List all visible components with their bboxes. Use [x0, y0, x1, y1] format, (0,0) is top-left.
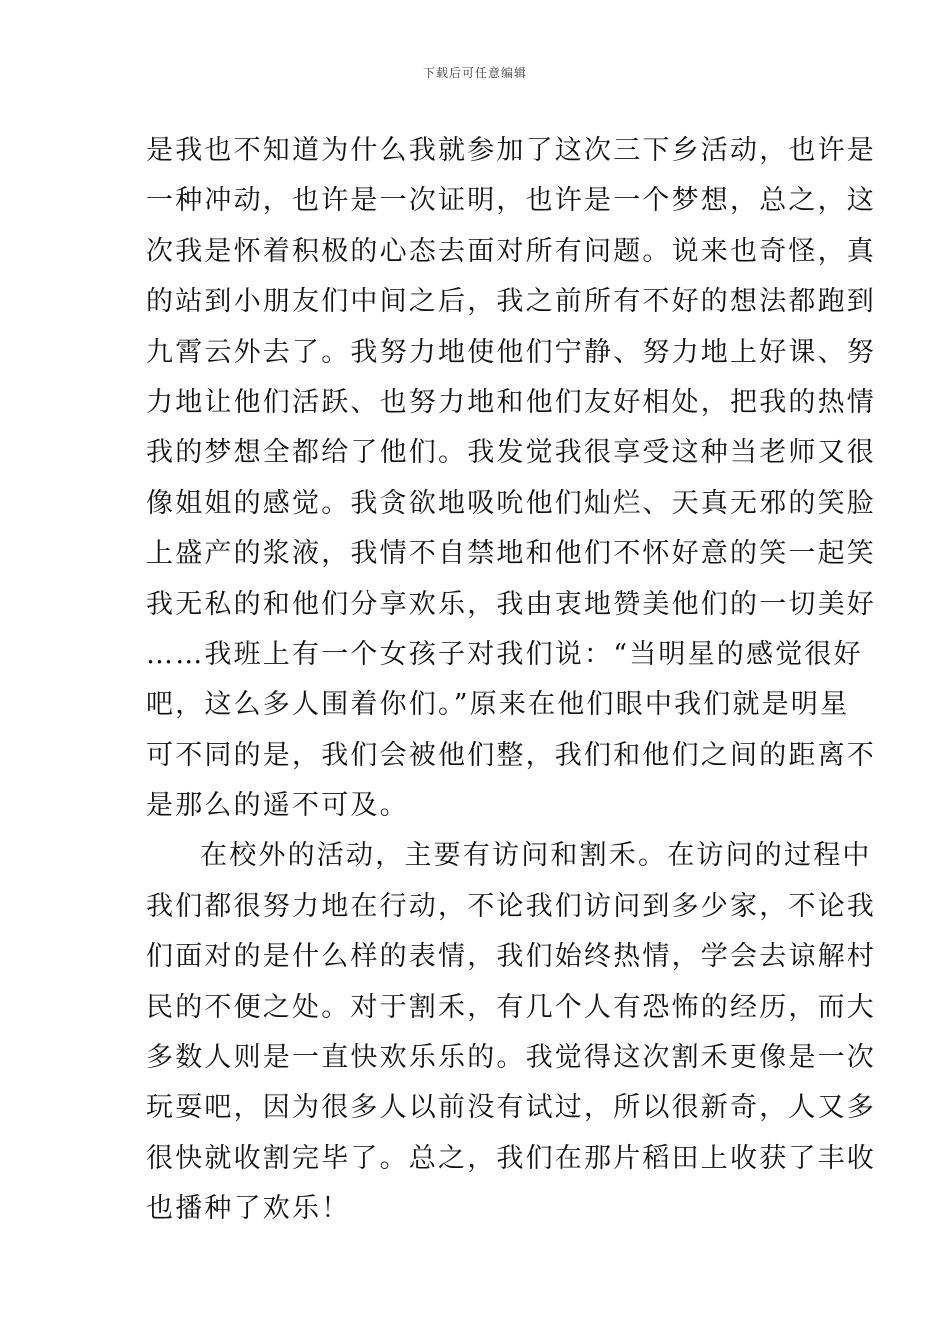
text-line: 力地让他们活跃、也努力地和他们友好相处，把我的热情: [146, 386, 876, 418]
text-line: 玩耍吧，因为很多人以前没有试过，所以很新奇，人又多: [146, 1092, 876, 1124]
text-line: 很快就收割完毕了。总之，我们在那片稻田上收获了丰收: [146, 1142, 876, 1174]
text-line: 我们都很努力地在行动，不论我们访问到多少家，不论我: [146, 890, 876, 922]
text-line: 我的梦想全都给了他们。我发觉我很享受这种当老师又很: [146, 437, 876, 469]
text-line: 多数人则是一直快欢乐乐的。我觉得这次割禾更像是一次: [146, 1042, 876, 1074]
text-line: 像姐姐的感觉。我贪欲地吸吮他们灿烂、天真无邪的笑脸: [146, 487, 876, 519]
text-line: 我无私的和他们分享欢乐，我由衷地赞美他们的一切美好: [146, 588, 876, 620]
text-line: 是我也不知道为什么我就参加了这次三下乡活动，也许是: [146, 135, 876, 166]
paragraph-1: [146, 126, 876, 831]
text-line: 的站到小朋友们中间之后，我之前所有不好的想法都跑到: [146, 286, 876, 318]
text-line: 在校外的活动，主要有访问和割禾。在访问的过程中: [200, 840, 872, 872]
document-body: [146, 126, 876, 1235]
text-line: 也播种了欢乐！: [146, 1193, 351, 1225]
text-line: 上盛产的浆液，我情不自禁地和他们不怀好意的笑一起笑: [146, 538, 876, 570]
text-line: 九霄云外去了。我努力地使他们宁静、努力地上好课、努: [146, 336, 876, 368]
text-line: ……我班上有一个女孩子对我们说：“当明星的感觉很好: [146, 638, 863, 670]
text-line: 可不同的是，我们会被他们整，我们和他们之间的距离不: [146, 739, 876, 771]
text-line: 次我是怀着积极的心态去面对所有问题。说来也奇怪，真: [146, 235, 876, 267]
text-line: 一种冲动，也许是一次证明，也许是一个梦想，总之，这: [146, 185, 876, 217]
page-header: 下载后可任意编辑: [422, 66, 527, 80]
text-line: 是那么的遥不可及。: [146, 790, 409, 822]
paragraph-2: [146, 831, 876, 1234]
text-line: 民的不便之处。对于割禾，有几个人有恐怖的经历，而大: [146, 991, 876, 1023]
text-line: 吧，这么多人围着你们。”原来在他们眼中我们就是明星: [146, 689, 850, 721]
text-line: 们面对的是什么样的表情，我们始终热情，学会去谅解村: [146, 941, 876, 973]
